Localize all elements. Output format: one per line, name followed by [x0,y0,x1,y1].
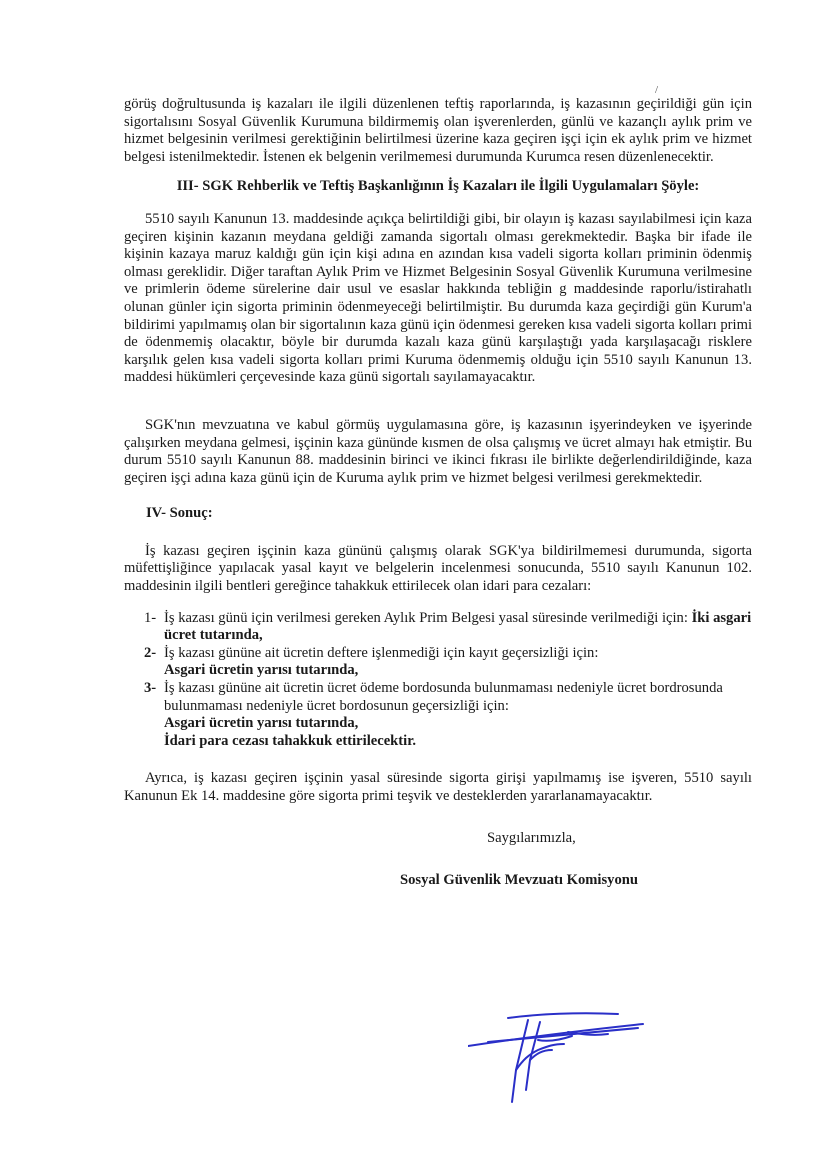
list-item [124,680,752,750]
list-item-number: 2- [144,644,157,661]
list-item-text: İş kazası günü için verilmesi gereken Aylık Prim Belgesi yasal süresinde verilmediği için: [164,609,688,626]
section-4-heading: IV- Sonuç: [146,505,213,522]
list-item [124,645,752,680]
list-item-number: 1- [144,609,157,626]
section-3-paragraph-1: 5510 sayılı Kanunun 13. maddesinde açıkça belirtildiği gibi, bir olayın iş kazası sayılabilmesi için kaza geçiren kişinin kazanın meydana geldiği zamanda sigortalı olması gerekmektedir. Başka bir ifade ile kişinin kazaya maruz kaldığı gün için kişi adına en azından kısa vadeli sigorta kolları priminin ödenmiş olması gereklidir. Diğer taraftan Aylık Prim ve Hizmet Belgesinin Sosyal Güvenlik Kurumuna verilmesine ve primlerin ödeme sürelerine dair usul ve esaslar hakkında tebliğin g maddesinde raporlu/istirahatlı olunan günler için sigorta priminin ödenmeyeceği belirtilmiştir. Bu durumda kaza geçirdiği gün Kurum'a bildirimi yapılmamış olan bir sigortalının kaza günü için ödenmesi gereken kısa vadeli sigorta kolları primi de ödenmemiş olacaktır, böyle bir durumda kazalı kaza günü karşılaştığı yada karşılaşacağı risklere karşılık gelen kısa vadeli sigorta kolları primi Kuruma ödenmemiş olduğu için 5510 sayılı Kanunun 13. maddesi hükümleri çerçevesinde kaza günü sigortalı sayılamayacaktır. [124,210,752,386]
signature-image [468,1010,648,1110]
intro-paragraph: görüş doğrultusunda iş kazaları ile ilgili düzenlenen teftiş raporlarında, iş kazasının geçirildiği gün için sigortalısını Sosyal Güvenlik Kurumuna bildirmemiş olan işverenlerden, günlü ve kazançlı aylık prim ve hizmet belgesinin verilmesi gerektiğinin belirtilmesi üzerine kaza geçiren işçi için ek aylık prim ve hizmet belgesi istenilmektedir. İstenen ek belgenin verilmemesi durumunda Kurumca resen düzenlenecektir. [124,96,752,165]
list-item-text: İş kazası gününe ait ücretin deftere işlenmediği için kayıt geçersizliği için: [164,644,599,661]
list-item-conclusion: İdari para cezası tahakkuk ettirilecektir. [164,732,416,749]
list-item-number: 3- [144,680,157,697]
signer-name: Sosyal Güvenlik Mevzuatı Komisyonu [400,872,638,889]
regards-text: Saygılarımızla, [487,829,576,846]
stray-mark: / [655,84,659,96]
document-page [124,96,752,890]
list-item-amount: İki asgari ücret tutarında, [164,609,752,644]
list-item-amount: Asgari ücretin yarısı tutarında, [164,662,359,679]
list-item-amount: Asgari ücretin yarısı tutarında, [164,715,359,732]
closing-paragraph: Ayrıca, iş kazası geçiren işçinin yasal süresinde sigorta girişi yapılmamış ise işveren, 5510 sayılı Kanunun Ek 14. maddesine göre sigorta primi teşvik ve desteklerden yararlanamayacaktır. [124,770,752,804]
section-3-paragraph-2: SGK'nın mevzuatına ve kabul görmüş uygulamasına göre, iş kazasının işyerindeyken ve işyerinde çalışırken meydana gelmesi, işçinin kaza gününde kısmen de olsa çalışmış ve ücret almayı hak etmiştir. Bu durum 5510 sayılı Kanunun 88. maddesinin birinci ve ikinci fıkrası ile birlikte değerlendirildiğinde, kaza geçiren işçi adına kaza günü için de Kuruma aylık prim ve hizmet belgesi verilmesi gerekmektedir. [124,416,752,486]
list-item [124,610,752,645]
section-3-heading: III- SGK Rehberlik ve Teftiş Başkanlığının İş Kazaları ile İlgili Uygulamaları Şöyle: [176,178,700,195]
section-4-paragraph-1: İş kazası geçiren işçinin kaza gününü çalışmış olarak SGK'ya bildirilmemesi durumunda, sigorta müfettişliğince yapılacak yasal kayıt ve belgelerin incelenmesi sonucunda, 5510 sayılı Kanunun 102. maddesinin ilgili bentleri gereğince tahakkuk ettirilecek olan idari para cezaları: [124,542,752,595]
list-item-text: İş kazası gününe ait ücretin ücret ödeme bordosunda bulunmaması nedeniyle ücret bordrosunda bulunmaması nedeniyle ücret bordosunun geçersizliği için: [164,680,723,714]
penalty-list [124,610,752,751]
